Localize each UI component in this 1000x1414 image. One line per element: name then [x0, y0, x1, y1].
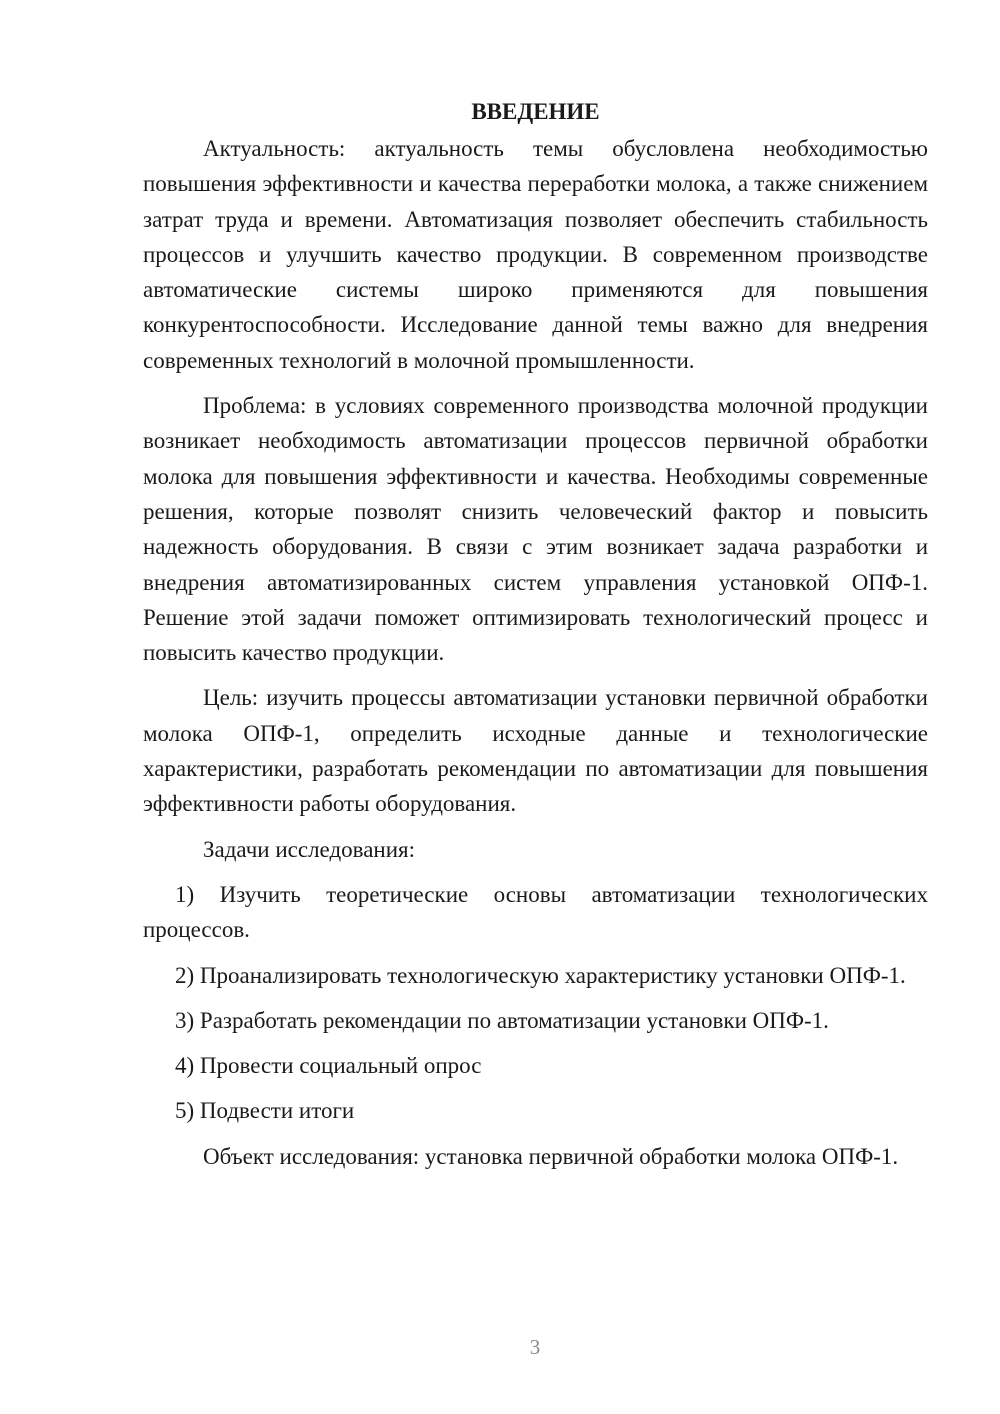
task-item-4: 4) Провести социальный опрос: [175, 1053, 482, 1079]
page-title: ВВЕДЕНИЕ: [471, 99, 600, 124]
paragraph-problem: Проблема: в условиях современного производства молочной продукции возникает необходимость автоматизации процессов первичной обработки молока для повышения эффективности и качества. Необходимы современные решения, которые позволят снизить человеческий фактор и повысить надежность оборудования. В связи с этим возникает задача разработки и внедрения автоматизированных систем управления установкой ОПФ-1. Решение этой задачи поможет оптимизировать технологический процесс и повысить качество продукции.: [143, 393, 928, 666]
task-item-3: 3) Разработать рекомендации по автоматизации установки ОПФ-1.: [175, 1007, 829, 1033]
paragraph-goal: Цель: изучить процессы автоматизации установки первичной обработки молока ОПФ-1, определить исходные данные и технологические характеристики, разработать рекомендации по автоматизации для повышения эффективности работы оборудования.: [143, 685, 928, 817]
task-item-2: 2) Проанализировать технологическую характеристику установки ОПФ-1.: [175, 962, 906, 988]
paragraph-object: Объект исследования: установка первичной обработки молока ОПФ-1.: [203, 1143, 899, 1169]
tasks-heading: Задачи исследования:: [203, 836, 416, 862]
page-number: 3: [529, 1335, 541, 1359]
paragraph-relevance: Актуальность: актуальность темы обусловлена необходимостью повышения эффективности и качества переработки молока, а также снижением затрат труда и времени. Автоматизация позволяет обеспечить стабильность процессов и улучшить качество продукции. В современном производстве автоматические системы широко применяются для повышения конкурентоспособности. Исследование данной темы важно для внедрения современных технологий в молочной промышленности.: [143, 136, 928, 373]
document-page: [143, 94, 928, 1174]
task-item-5: 5) Подвести итоги: [175, 1098, 355, 1124]
task-item-1: 1) Изучить теоретические основы автоматизации технологических процессов.: [143, 881, 928, 943]
